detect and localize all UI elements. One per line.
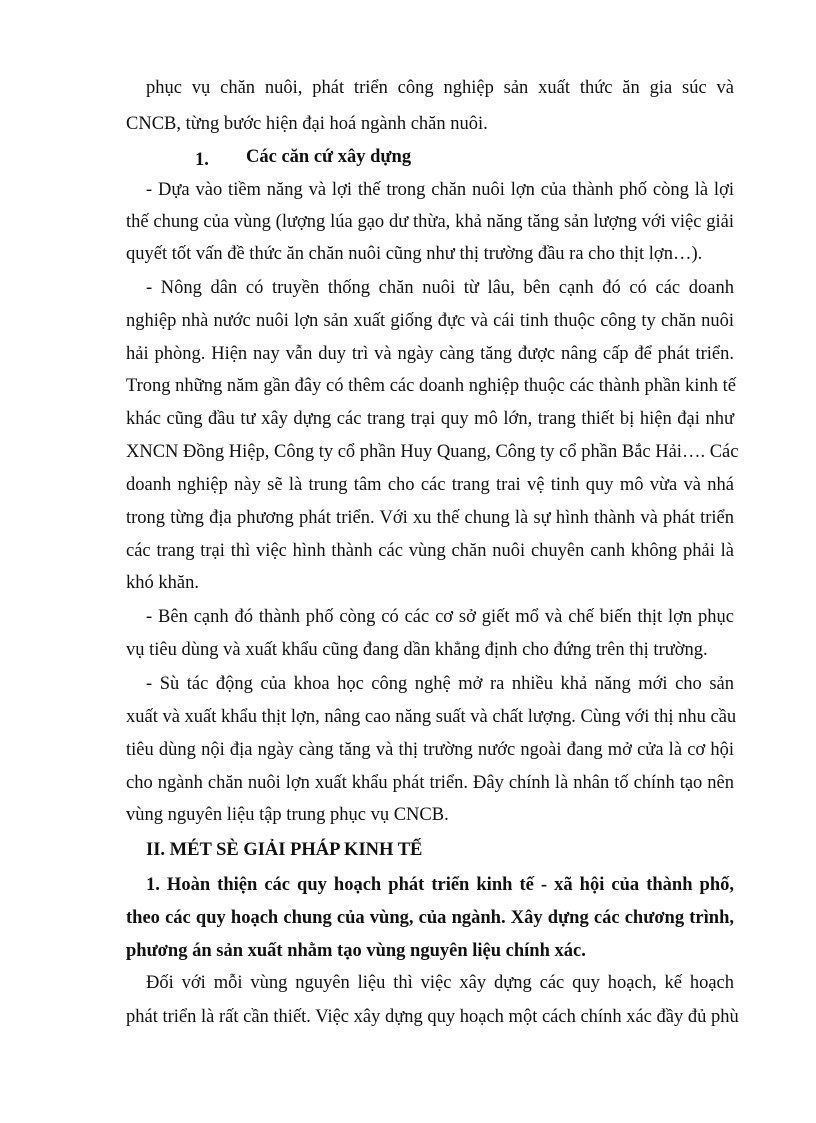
- para4-line-5: vùng nguyên liệu tập trung phục vụ CNCB.: [126, 805, 449, 825]
- intro-line-2: CNCB, từng bước hiện đại hoá ngành chăn nuôi.: [126, 114, 488, 134]
- para4-line-4: cho ngành chăn nuôi lợn xuất khẩu phát triển. Đây chính là nhân tố chính tạo nên: [126, 773, 734, 793]
- para4-line-1: - Sù tác động của khoa học công nghệ mở ra nhiều khả năng mới cho sản: [146, 674, 734, 694]
- para2-line-8: trong từng địa phương phát triển. Với xu thế chung là sự hình thành và phát triển: [126, 508, 734, 528]
- para1-line-1: - Dựa vào tiềm năng và lợi thế trong chăn nuôi lợn của thành phố còng là lợi: [146, 180, 734, 200]
- section-1-title: Các căn cứ xây dựng: [246, 147, 412, 167]
- subsection1-line-3: phương án sản xuất nhằm tạo vùng nguyên liệu chính xác.: [126, 941, 586, 961]
- para2-line-9: các trang trại thì việc hình thành các vùng chăn nuôi chuyên canh không phải là: [126, 541, 734, 561]
- para2-line-6: XNCN Đồng Hiệp, Công ty cổ phần Huy Quang, Công ty cổ phần Bắc Hải…. Các: [126, 442, 739, 462]
- para4-line-2: xuất và xuất khẩu thịt lợn, nâng cao năng suất và chất lượng. Cùng với thị nhu cầu: [126, 707, 737, 727]
- para5-line-2: phát triển là rất cần thiết. Việc xây dựng quy hoạch một cách chính xác đầy đủ phù: [126, 1007, 739, 1027]
- subsection1-line-1: 1. Hoàn thiện các quy hoạch phát triển kinh tế - xã hội của thành phố,: [146, 875, 734, 895]
- para2-line-5: khác cũng đầu tư xây dựng các trang trại quy mô lớn, trang thiết bị hiện đại như: [126, 409, 734, 429]
- para3-line-2: vụ tiêu dùng và xuất khẩu cũng đang dần khẳng định cho đứng trên thị trường.: [126, 640, 708, 660]
- para2-line-3: hải phòng. Hiện nay vẫn duy trì và ngày càng tăng được nâng cấp để phát triển.: [126, 344, 734, 364]
- para2-line-4: Trong những năm gần đây có thêm các doanh nghiệp thuộc các thành phần kinh tế: [126, 376, 736, 396]
- para1-line-2: thế chung của vùng (lượng lúa gạo dư thừa, khả năng tăng sản lượng với việc giải: [126, 212, 734, 232]
- subsection1-line-2: theo các quy hoạch chung của vùng, của ngành. Xây dựng các chương trình,: [126, 908, 734, 928]
- para2-line-10: khó khăn.: [126, 573, 199, 593]
- para4-line-3: tiêu dùng nội địa ngày càng tăng và thị trường nước ngoài đang mở cửa là cơ hội: [126, 740, 734, 760]
- para3-line-1: - Bên cạnh đó thành phố còng có các cơ sở giết mổ và chế biến thịt lợn phục: [146, 607, 734, 627]
- section-2-title: II. MÉT SÈ GIẢI PHÁP KINH TẾ: [146, 840, 423, 860]
- para2-line-2: nghiệp nhà nước nuôi lợn sản xuất giống đực và cái tinh thuộc công ty chăn nuôi: [126, 311, 734, 331]
- para2-line-7: doanh nghiệp này sẽ là trung tâm cho các trang trai vệ tinh quy mô vừa và nhá: [126, 475, 734, 495]
- section-1-number: 1.: [195, 150, 209, 170]
- intro-line-1: phục vụ chăn nuôi, phát triển công nghiệp sản xuất thức ăn gia súc và: [146, 78, 734, 98]
- para5-line-1: Đối với mỗi vùng nguyên liệu thì việc xây dựng các quy hoạch, kế hoạch: [146, 973, 734, 993]
- para1-line-3: quyết tốt vấn đề thức ăn chăn nuôi cũng như thị trường đầu ra cho thịt lợn…).: [126, 244, 703, 264]
- para2-line-1: - Nông dân có truyền thống chăn nuôi từ lâu, bên cạnh đó có các doanh: [146, 278, 734, 298]
